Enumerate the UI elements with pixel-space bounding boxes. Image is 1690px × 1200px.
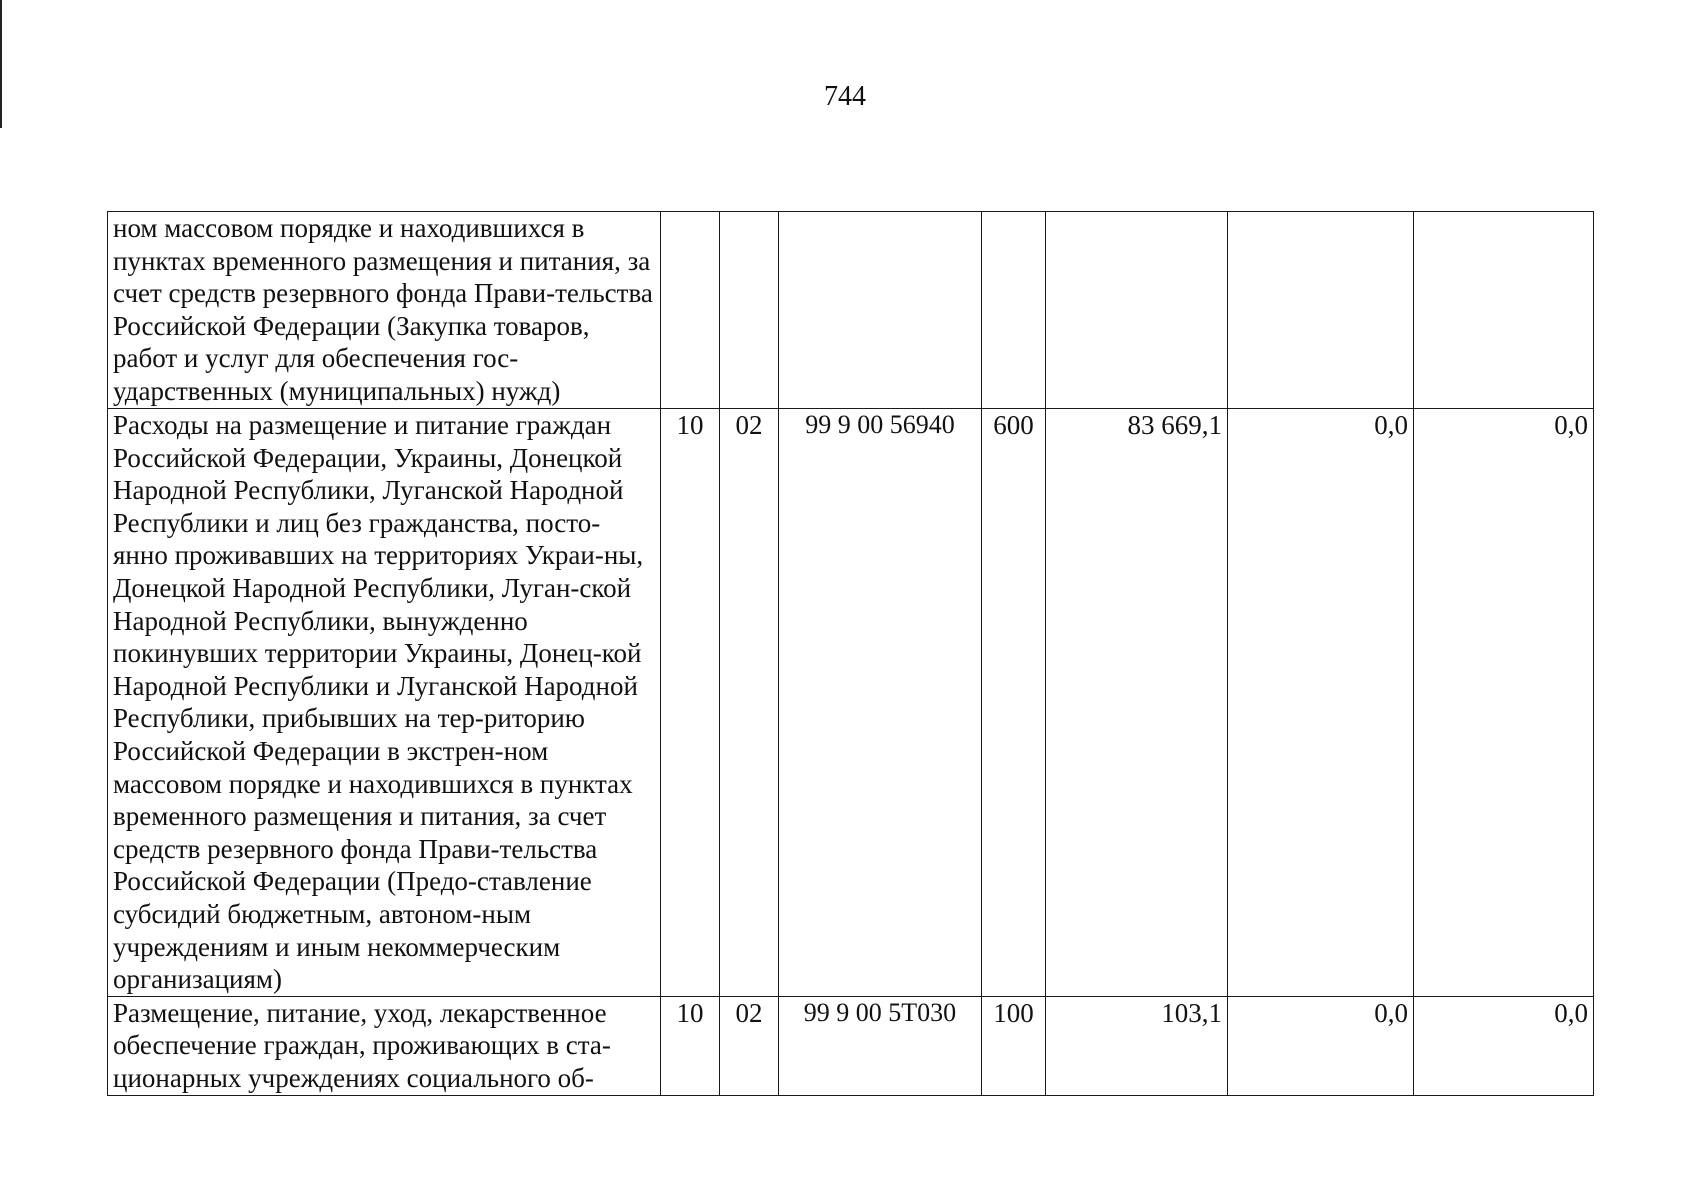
subsection-code: 02 <box>720 409 779 997</box>
amount-2: 0,0 <box>1228 996 1414 1095</box>
amount-1 <box>1046 212 1228 409</box>
table-row <box>108 212 1594 409</box>
target-article-code: 99 9 00 5Т030 <box>779 996 982 1095</box>
expense-type-code: 100 <box>982 996 1046 1095</box>
expense-type-code: 600 <box>982 409 1046 997</box>
row-description: Расходы на размещение и питание граждан Российской Федерации, Украины, Донецкой Народной Республики, Луганской Народной Республики и лиц без гражданства, посто-янно проживавших на территориях Украи-ны, Донецкой Народной Республики, Луган-ской Народной Республики, вынужденно покинувших территории Украины, Донец-кой Народной Республики и Луганской Народной Республики, прибывших на тер-риторию Российской Федерации в экстрен-ном массовом порядке и находившихся в пунктах временного размещения и питания, за счет средств резервного фонда Прави-тельства Российской Федерации (Предо-ставление субсидий бюджетным, автоном-ным учреждениям и иным некоммерческим организациям) <box>108 409 661 997</box>
subsection-code: 02 <box>720 996 779 1095</box>
table-row <box>108 996 1594 1095</box>
amount-1: 103,1 <box>1046 996 1228 1095</box>
amount-2: 0,0 <box>1228 409 1414 997</box>
subsection-code <box>720 212 779 409</box>
amount-3 <box>1414 212 1594 409</box>
target-article-code <box>779 212 982 409</box>
section-code: 10 <box>661 996 720 1095</box>
table-row <box>108 409 1594 997</box>
row-description: ном массовом порядке и находившихся в пунктах временного размещения и питания, за счет средств резервного фонда Прави-тельства Российской Федерации (Закупка товаров, работ и услуг для обеспечения гос-ударственных (муниципальных) нужд) <box>108 212 661 409</box>
amount-3: 0,0 <box>1414 996 1594 1095</box>
section-code <box>661 212 720 409</box>
amount-2 <box>1228 212 1414 409</box>
section-code: 10 <box>661 409 720 997</box>
target-article-code: 99 9 00 56940 <box>779 409 982 997</box>
amount-1: 83 669,1 <box>1046 409 1228 997</box>
budget-table <box>107 211 1594 1096</box>
amount-3: 0,0 <box>1414 409 1594 997</box>
expense-type-code <box>982 212 1046 409</box>
row-description: Размещение, питание, уход, лекарственное обеспечение граждан, проживающих в ста-ционарных учреждениях социального об- <box>108 996 661 1095</box>
page-number: 744 <box>824 81 866 112</box>
